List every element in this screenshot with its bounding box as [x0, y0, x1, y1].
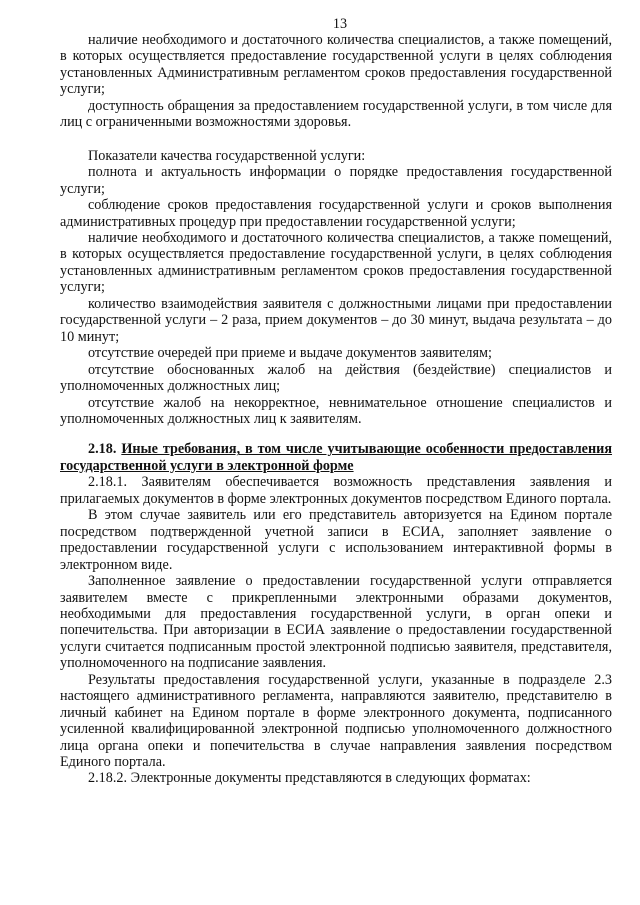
quality-title: Показатели качества государственной услуги:	[88, 147, 366, 164]
paragraph: 2.18.2. Электронные документы представляются в следующих форматах:	[88, 770, 531, 787]
paragraph: наличие необходимого и достаточного количества специалистов, а также помещений, в которых осуществляется предоставление государственной услуги в целях соблюдения установленных Административным регламентом сроков предоставления государственной услуги;	[60, 32, 612, 98]
document-page	[60, 0, 612, 787]
paragraph: доступность обращения за предоставлением государственной услуги, в том числе для лиц с ограниченными возможностями здоровья.	[60, 97, 612, 131]
section-heading	[60, 441, 612, 474]
paragraph: В этом случае заявитель или его представитель авторизуется на Едином портале посредством подтвержденной учетной записи в ЕСИА, заполняет заявление о предоставлении государственной услуги с использованием интерактивной формы в электронном виде.	[60, 507, 612, 573]
list-item: отсутствие жалоб на некорректное, невнимательное отношение специалистов и уполномоченных должностных лиц к заявителям.	[60, 394, 612, 427]
paragraph: 2.18.1. Заявителям обеспечивается возможность представления заявления и прилагаемых документов в форме электронных документов посредством Единого портала.	[60, 474, 612, 507]
list-item: соблюдение сроков предоставления государственной услуги и сроков выполнения административных процедур при предоставлении государственной услуги;	[60, 197, 612, 230]
list-item: отсутствие обоснованных жалоб на действия (бездействие) специалистов и уполномоченных должностных лиц;	[60, 361, 612, 395]
paragraph: Результаты предоставления государственной услуги, указанные в подразделе 2.3 настоящего административного регламента, направляются заявителю, представителю в личный кабинет на Едином портале в форме электронного документа, подписанного усиленной квалифицированной электронной подписью уполномоченного должностного лица органа опеки и попечительства в случае направления заявления посредством Единого портала.	[60, 671, 612, 771]
paragraph: Заполненное заявление о предоставлении государственной услуги отправляется заявителем вместе с прикрепленными электронными образами документов, необходимыми для предоставления государственной услуги, в орган опеки и попечительства. При авторизации в ЕСИА заявление о предоставлении государственной услуги считается подписанным простой электронной подписью заявителя, представителя, уполномоченного на подписание заявления.	[60, 573, 612, 672]
page-number: 13	[332, 16, 348, 32]
section-heading-text: Иные требования, в том числе учитывающие особенности предоставления государственной услуги в электронной форме	[60, 441, 613, 474]
section-heading-number: 2.18.	[88, 441, 117, 458]
spacer	[60, 427, 612, 441]
list-item: отсутствие очередей при приеме и выдаче документов заявителям;	[88, 345, 492, 362]
list-item: наличие необходимого и достаточного количества специалистов, а также помещений, в которых осуществляется предоставление государственной услуги, в целях соблюдения установленных административным регламентом сроков предоставления государственной услуги;	[60, 229, 612, 296]
list-item: количество взаимодействия заявителя с должностными лицами при предоставлении государственной услуги – 2 раза, прием документов – до 30 минут, выдача результата – до 10 минут;	[60, 295, 612, 345]
spacer	[60, 131, 612, 148]
list-item: полнота и актуальность информации о порядке предоставления государственной услуги;	[60, 164, 612, 197]
